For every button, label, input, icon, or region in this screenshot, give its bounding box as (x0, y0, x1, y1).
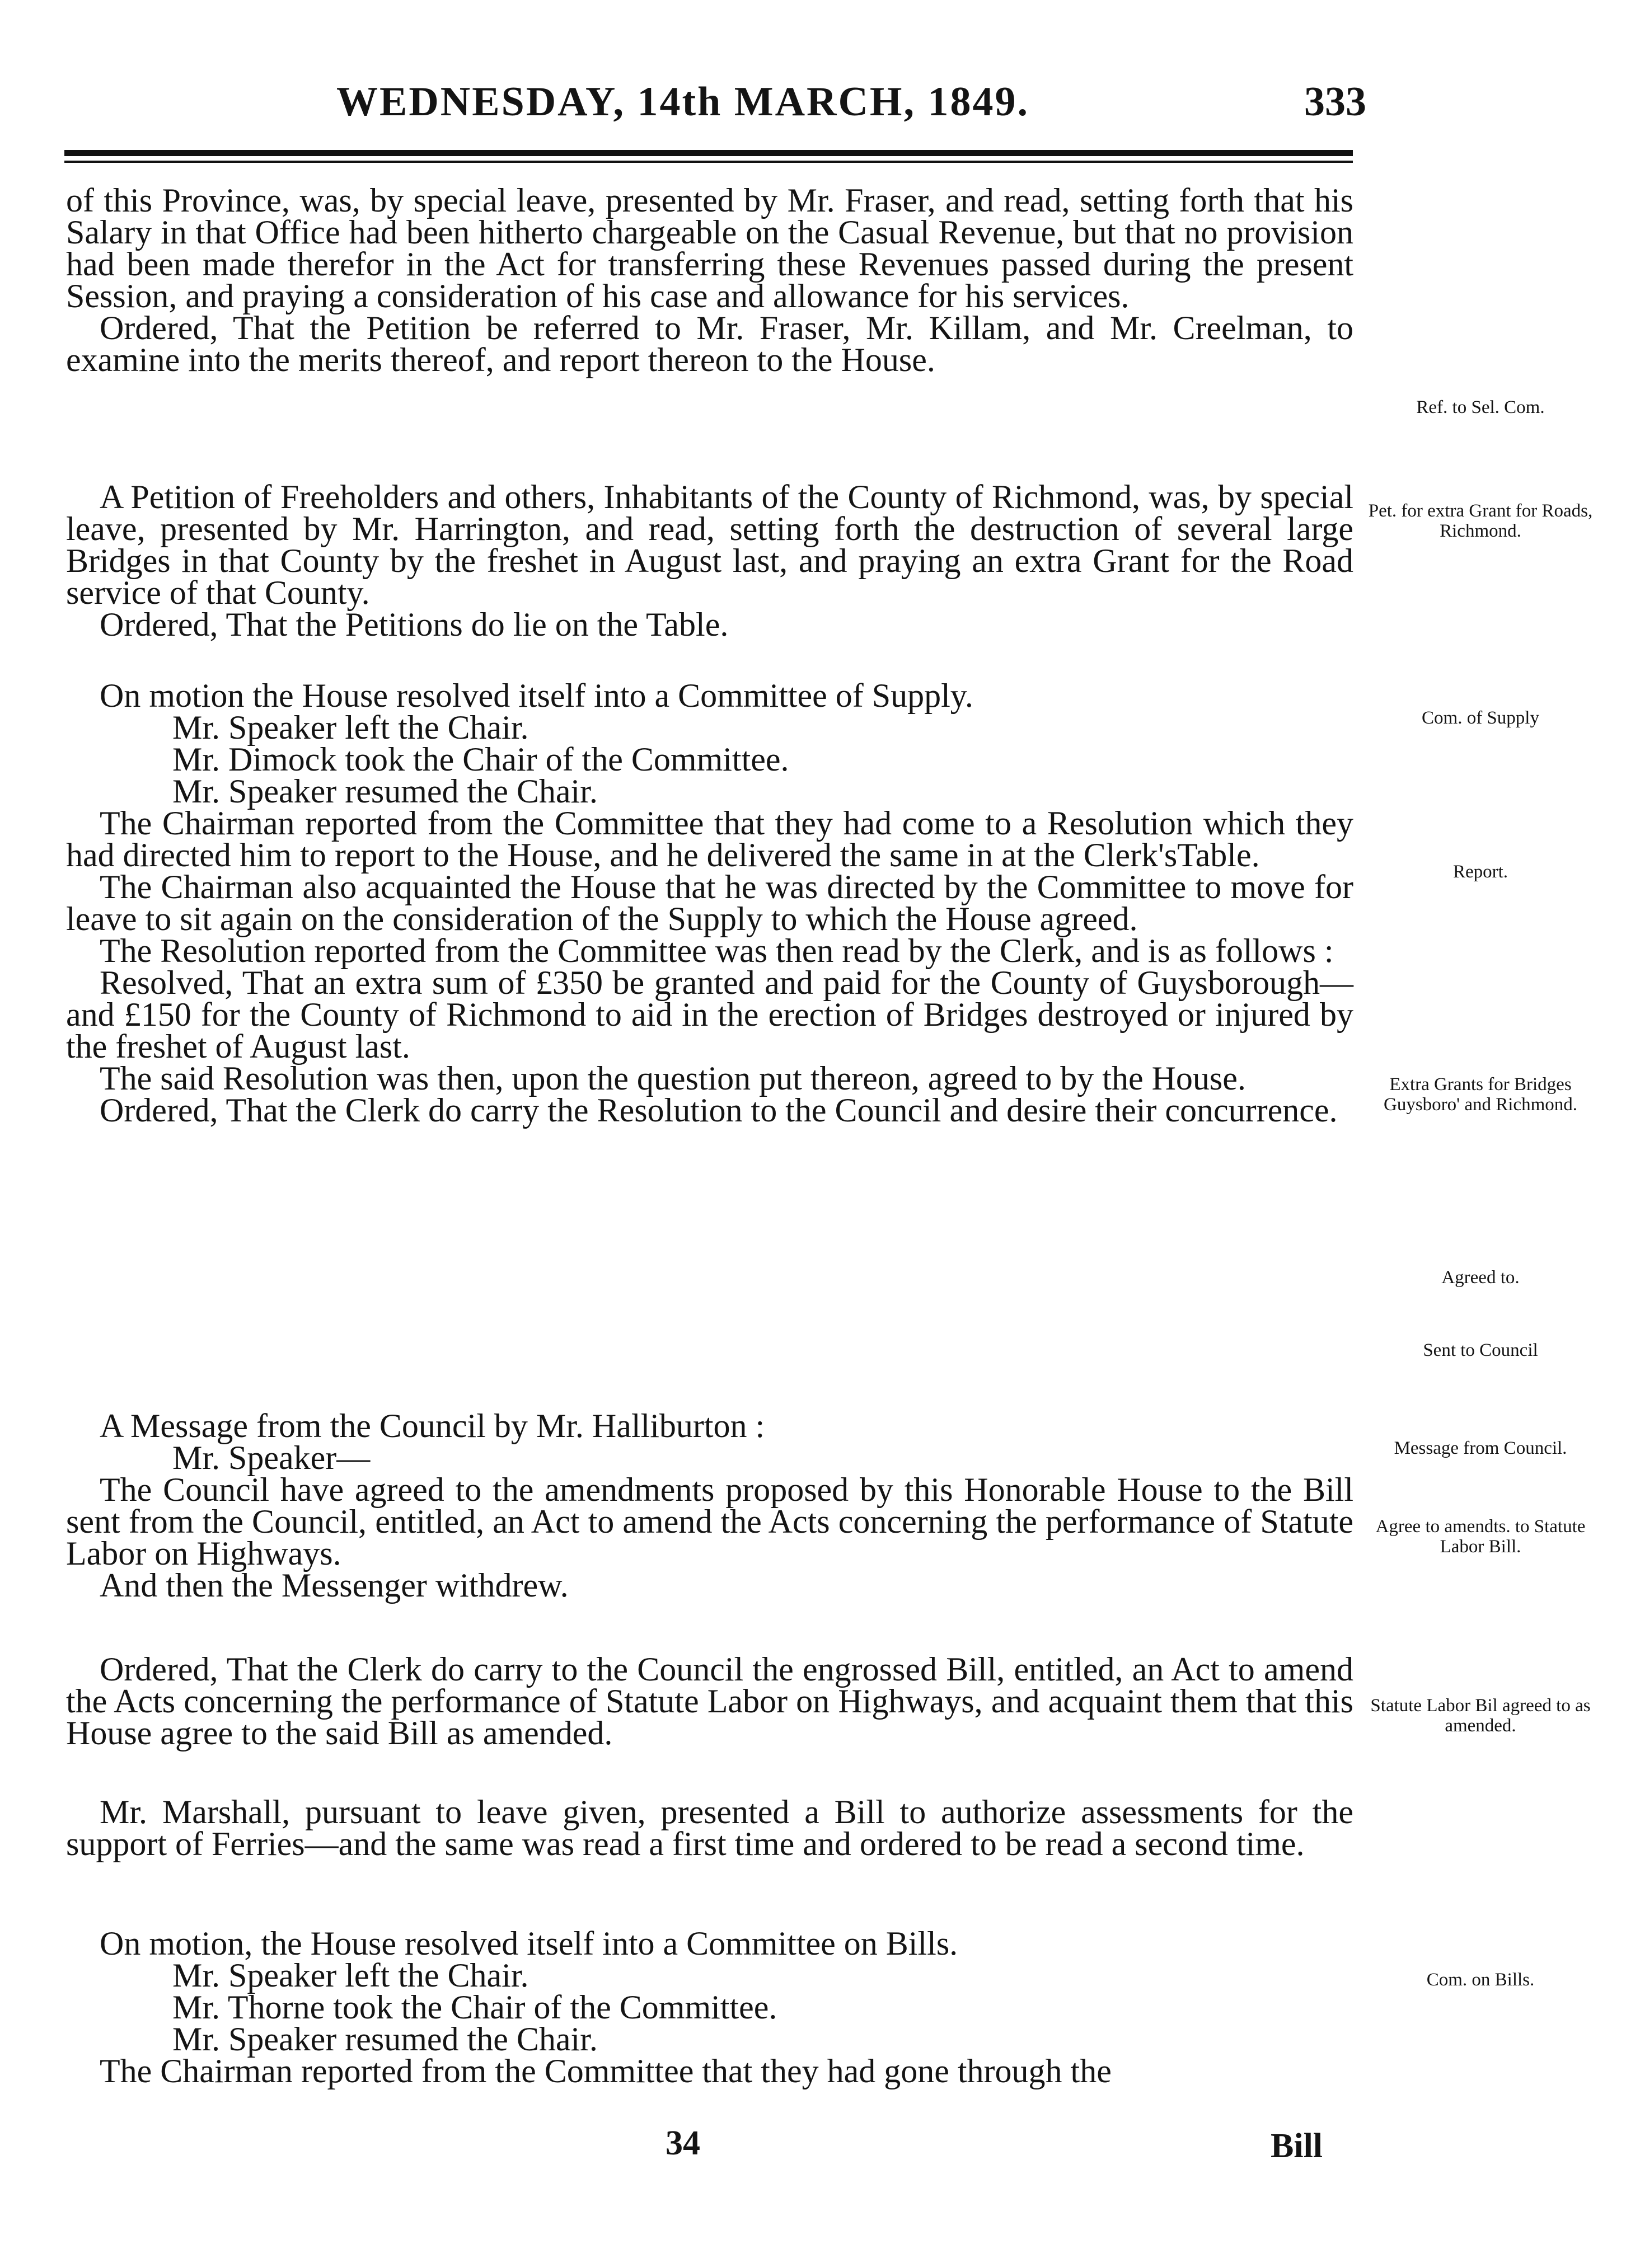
paragraph: Ordered, That the Petition be referred to Mr. Fraser, Mr. Killam, and Mr. Creelman, to examine into the merits thereof, and report thereon to the House. (66, 309, 1353, 378)
margin-note: Agreed to. (1441, 1267, 1520, 1288)
paragraph: The Chairman reported from the Committee that they had come to a Resolution which they had directed him to report to the House, and he delivered the same in at the Clerk'sTable. (66, 805, 1353, 874)
margin-note: Agree to amendts. to Statute Labor Bill. (1375, 1516, 1586, 1557)
margin-note: Pet. for extra Grant for Roads, Richmond. (1368, 501, 1593, 541)
paragraph: Ordered, That the Clerk do carry to the Council the engrossed Bill, entitled, an Act to amend the Acts concerning the performance of Statute Labor on Highways, and acquaint them that this House agree to the said Bill as amended. (66, 1651, 1353, 1752)
text-block-statute-labor-bill (66, 1651, 1353, 1752)
text-block-committee-of-supply (66, 677, 1353, 1129)
paragraph: of this Province, was, by special leave, presented by Mr. Fraser, and read, setting forth that his Salary in that Office had been hitherto chargeable on the Casual Revenue, but that no provision had been made therefor in the Act for transferring these Revenues passed during the present Session, and praying a consideration of his case and allowance for his services. (66, 182, 1353, 314)
margin-note: Com. of Supply (1422, 708, 1539, 728)
margin-note: Statute Labor Bil agreed to as amended. (1370, 1696, 1591, 1736)
paragraph: On motion, the House resolved itself into a Committee on Bills. (100, 1925, 958, 1962)
header-rule-thin (64, 161, 1353, 163)
margin-note: Ref. to Sel. Com. (1416, 397, 1545, 417)
paragraph: Mr. Speaker left the Chair. (172, 709, 529, 746)
paragraph: Mr. Speaker resumed the Chair. (172, 773, 598, 810)
paragraph: Ordered, That the Petitions do lie on the Table. (100, 606, 729, 643)
paragraph: The Chairman reported from the Committee that they had gone through the (100, 2053, 1112, 2089)
paragraph: Mr. Marshall, pursuant to leave given, presented a Bill to authorize assessments for the support of Ferries—and the same was read a first time and ordered to be read a second time. (66, 1793, 1353, 1862)
text-block-ferries-bill (66, 1793, 1353, 1862)
catchword: Bill (1271, 2127, 1323, 2165)
paragraph: Mr. Dimock took the Chair of the Committee. (172, 741, 789, 778)
margin-note: Message from Council. (1394, 1438, 1567, 1458)
page-header (0, 78, 1640, 140)
paragraph: The Chairman also acquainted the House that he was directed by the Committee to move for leave to sit again on the consideration of the Supply to which the House agreed. (66, 868, 1353, 937)
text-block-fraser-petition (66, 182, 1353, 378)
header-rule (64, 150, 1353, 156)
paragraph: On motion the House resolved itself into a Committee of Supply. (100, 677, 973, 714)
paragraph: A Message from the Council by Mr. Halliburton : (100, 1407, 765, 1444)
paragraph: The said Resolution was then, upon the question put thereon, agreed to by the House. (100, 1060, 1246, 1097)
text-block-committee-on-bills (66, 1925, 1353, 2089)
text-block-council-message (66, 1407, 1353, 1604)
paragraph: Mr. Speaker— (172, 1439, 371, 1476)
paragraph: A Petition of Freeholders and others, Inhabitants of the County of Richmond, was, by special leave, presented by Mr. Harrington, and read, setting forth the destruction of several large Bridges in that County by the freshet in August last, and praying an extra Grant for the Road service of that County. (66, 478, 1353, 611)
margin-note: Sent to Council (1423, 1340, 1538, 1360)
paragraph: Mr. Speaker resumed the Chair. (172, 2021, 598, 2058)
margin-note: Com. on Bills. (1426, 1970, 1535, 1990)
paragraph: Mr. Thorne took the Chair of the Committee. (172, 1989, 777, 2026)
paragraph: And then the Messenger withdrew. (100, 1567, 569, 1604)
margin-note: Extra Grants for Bridges Guysboro' and Richmond. (1383, 1074, 1577, 1115)
paragraph: Resolved, That an extra sum of £350 be granted and paid for the County of Guysborough—and £150 for the County of Richmond to aid in the erection of Bridges destroyed or injured by the freshet of August last. (66, 964, 1353, 1065)
signature-mark: 34 (666, 2124, 700, 2162)
paragraph: The Resolution reported from the Committee was then read by the Clerk, and is as follows : (100, 932, 1334, 969)
paragraph: Mr. Speaker left the Chair. (172, 1957, 529, 1994)
paragraph: Ordered, That the Clerk do carry the Resolution to the Council and desire their concurrence. (100, 1092, 1338, 1129)
margin-note: Report. (1452, 862, 1508, 882)
paragraph: The Council have agreed to the amendments proposed by this Honorable House to the Bill sent from the Council, entitled, an Act to amend the Acts concerning the performance of Statute Labor on Highways. (66, 1471, 1353, 1572)
page-number: 333 (1304, 79, 1366, 125)
running-title: WEDNESDAY, 14th MARCH, 1849. (336, 79, 1029, 125)
text-block-richmond-petition (66, 478, 1353, 643)
